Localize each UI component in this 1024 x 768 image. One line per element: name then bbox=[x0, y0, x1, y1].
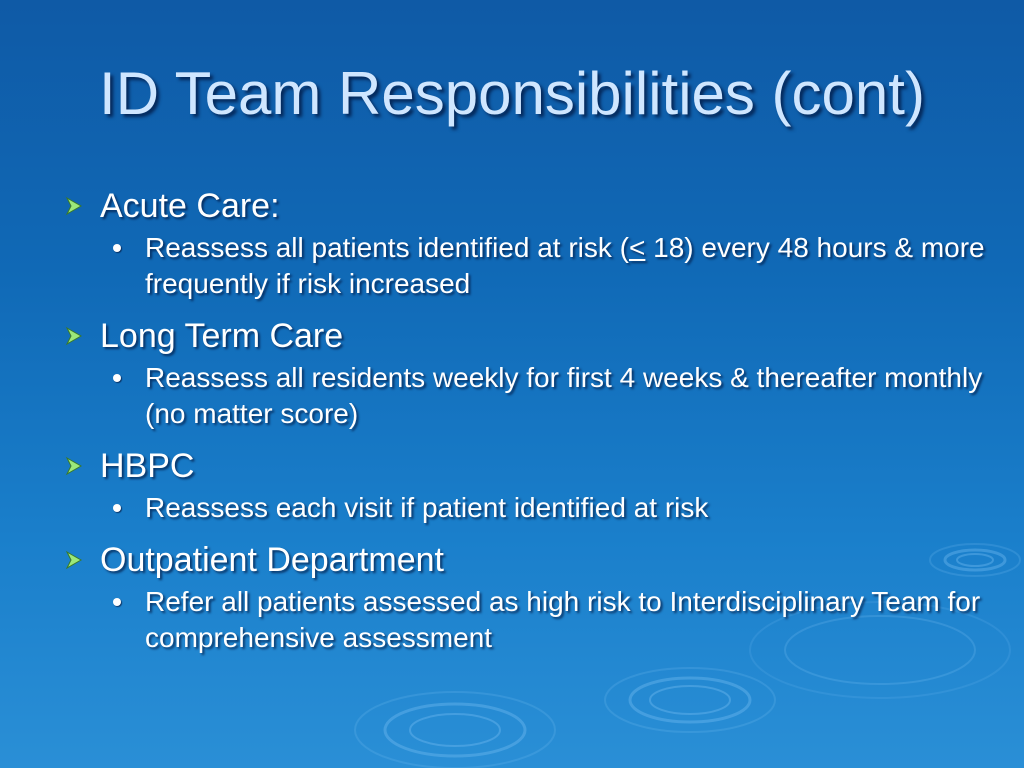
dot-bullet-icon bbox=[113, 374, 121, 382]
bullet-text: Reassess each visit if patient identified at risk bbox=[145, 492, 709, 523]
section-heading-long-term-care bbox=[62, 316, 1002, 356]
dot-bullet-icon bbox=[113, 504, 121, 512]
slide-title: ID Team Responsibilities (cont) bbox=[99, 60, 925, 127]
dot-bullet-icon bbox=[113, 598, 121, 606]
section-heading-text: Acute Care: bbox=[100, 187, 280, 225]
section-heading-text: Outpatient Department bbox=[100, 541, 444, 579]
bullet-text: Refer all patients assessed as high risk to Interdisciplinary Team for comprehensive assessment bbox=[145, 586, 981, 653]
bullet-text-part: 18) every 48 hours & more frequently if risk increased bbox=[145, 232, 985, 299]
bullet-item bbox=[145, 360, 1002, 432]
bullet-list bbox=[62, 186, 1002, 670]
bullet-item bbox=[145, 230, 1002, 302]
bullet-item bbox=[145, 584, 1002, 656]
section-heading-hbpc bbox=[62, 446, 1002, 486]
less-equal-symbol: < bbox=[629, 232, 646, 263]
section-heading-text: Long Term Care bbox=[100, 317, 344, 355]
section-heading-text: HBPC bbox=[100, 447, 195, 485]
bullet-text: Reassess all residents weekly for first 4 weeks & thereafter monthly (no matter score) bbox=[145, 362, 983, 429]
bullet-text-part: Reassess all patients identified at risk ( bbox=[145, 232, 629, 263]
section-heading-outpatient-department bbox=[62, 540, 1002, 580]
arrow-bullet-icon bbox=[64, 550, 84, 570]
bullet-item bbox=[145, 490, 1002, 526]
arrow-bullet-icon bbox=[64, 326, 84, 346]
section-heading-acute-care bbox=[62, 186, 1002, 226]
arrow-bullet-icon bbox=[64, 196, 84, 216]
dot-bullet-icon bbox=[113, 244, 121, 252]
arrow-bullet-icon bbox=[64, 456, 84, 476]
